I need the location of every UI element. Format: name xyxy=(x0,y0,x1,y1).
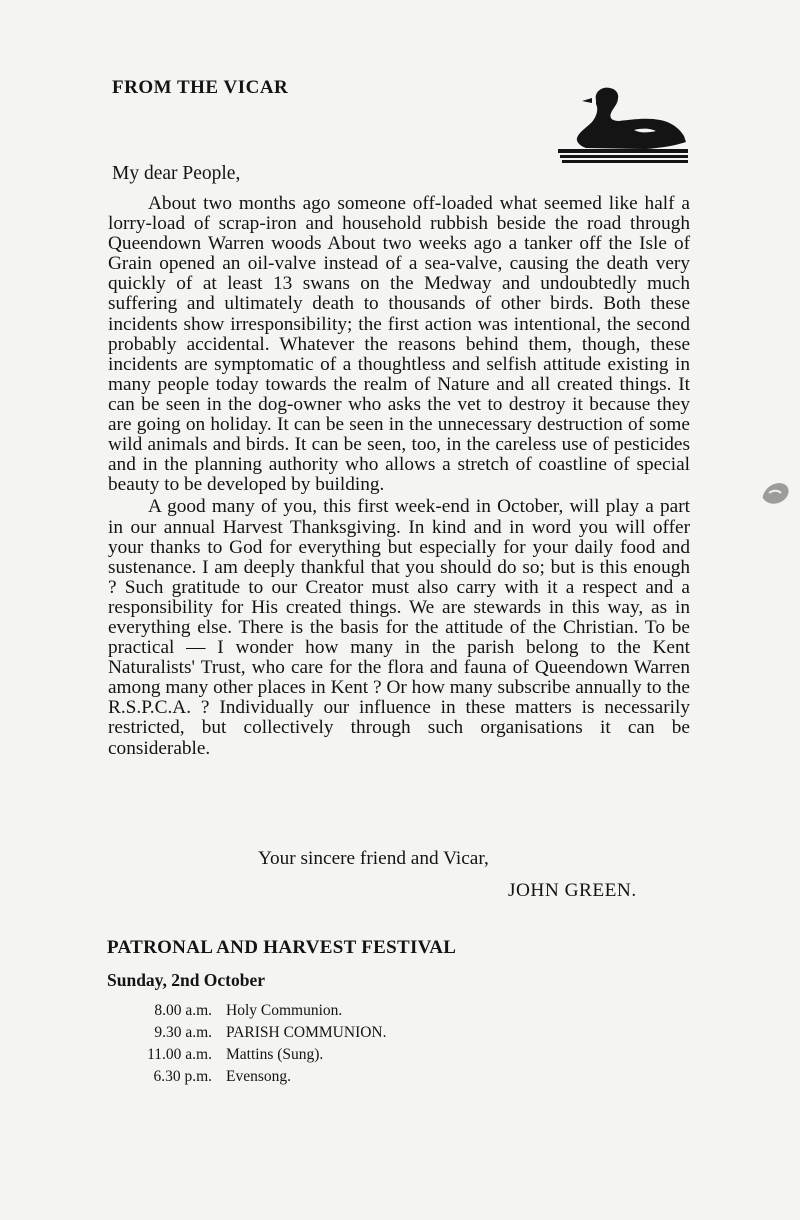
page-heading: FROM THE VICAR xyxy=(112,77,289,98)
service-name: Holy Communion. xyxy=(226,1002,343,1019)
service-time: 6.30 p.m. xyxy=(153,1068,212,1085)
service-time: 8.00 a.m. xyxy=(154,1002,212,1019)
service-name: Mattins (Sung). xyxy=(226,1046,324,1063)
letter-paragraph: About two months ago someone off-loaded what seemed like half a lorry-load of scrap-iron and household rubbish beside the road through Queendown Warren woods About two weeks ago a tanker off the Isle of Grain opened an oil-valve instead of a sea-valve, causing the death very quickly of at least 13 swans on the Medway and undoubtedly much suffering and ultimately death to thousands of other birds. Both these incidents show irresponsibility; the first action was intentional, the second probably accidental. Whatever the reasons behind them, though, these incidents are symptomatic of a thoughtless and selfish attitude existing in many people today towards the realm of Nature and all created things. It can be seen in the dog-owner who asks the vet to destroy it because they are going on holiday. It can be seen in the unnecessary destruction of some wild animals and birds. It can be seen, too, in the careless use of pesticides and in the planning authority who allows a stretch of coastline of special beauty to be developed by building. xyxy=(108,193,690,496)
paper-blemish xyxy=(760,478,792,508)
service-list xyxy=(140,1000,387,1088)
letter-body xyxy=(108,194,690,759)
service-time: 9.30 a.m. xyxy=(154,1024,212,1041)
service-time: 11.00 a.m. xyxy=(147,1046,212,1063)
festival-title: PATRONAL AND HARVEST FESTIVAL xyxy=(107,937,457,958)
bird-silhouette-icon xyxy=(556,86,690,166)
letter-signature: JOHN GREEN. xyxy=(508,880,637,901)
service-row xyxy=(140,1066,387,1088)
letter-salutation: My dear People, xyxy=(112,163,241,184)
letter-signoff: Your sincere friend and Vicar, xyxy=(258,848,489,869)
service-row xyxy=(140,1044,387,1066)
service-name: Evensong. xyxy=(226,1068,292,1085)
service-row xyxy=(140,1000,387,1022)
letter-paragraph: A good many of you, this first week-end in October, will play a part in our annual Harvest Thanksgiving. In kind and in word you will offer your thanks to God for everything but especially for your daily food and sustenance. I am deeply thankful that you should do so; but is this enough ? Such gratitude to our Creator must also carry with it a respect and a responsibility for His created things. We are stewards in this way, as in everything else. There is the basis for the attitude of the Christian. To be practical — I wonder how many in the parish belong to the Kent Naturalists' Trust, who care for the flora and fauna of Queendown Warren among many other places in Kent ? Or how many subscribe annually to the R.S.P.C.A. ? Individually our influence in these matters is necessarily restricted, but collectively through such organisations it can be considerable. xyxy=(108,496,690,759)
service-row xyxy=(140,1022,387,1044)
service-name: PARISH COMMUNION. xyxy=(226,1024,387,1041)
festival-date: Sunday, 2nd October xyxy=(107,970,266,990)
